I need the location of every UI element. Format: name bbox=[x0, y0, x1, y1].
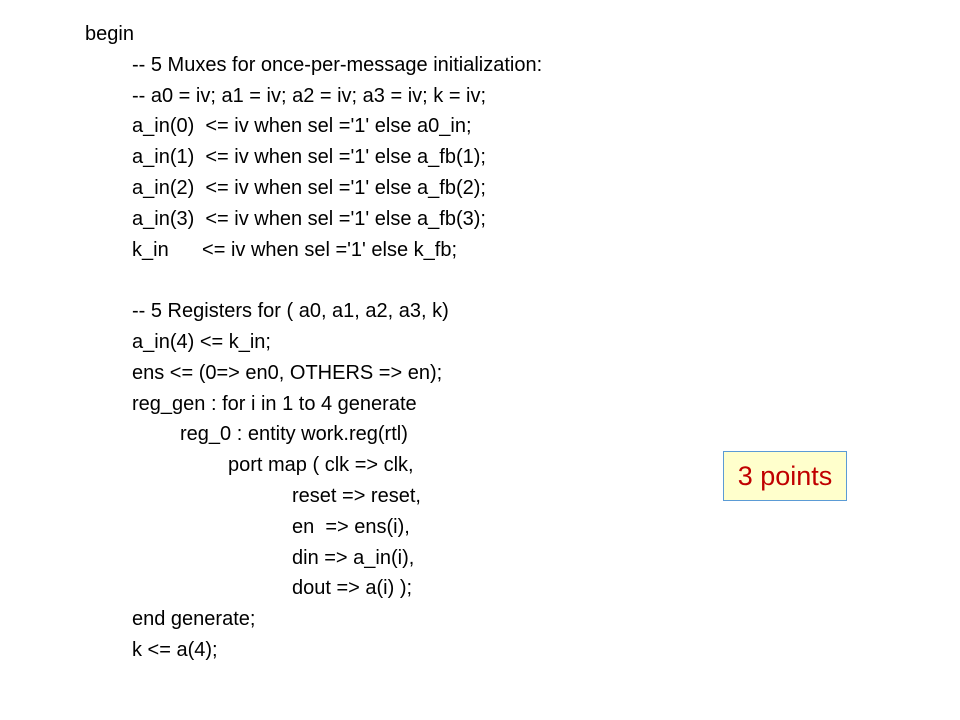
code-line: a_in(0) <= iv when sel ='1' else a0_in; bbox=[132, 115, 472, 138]
code-line: reset => reset, bbox=[292, 484, 421, 507]
points-badge bbox=[723, 451, 847, 501]
code-line: reg_gen : for i in 1 to 4 generate bbox=[132, 392, 417, 415]
code-line: a_in(4) <= k_in; bbox=[132, 330, 271, 353]
code-line: k <= a(4); bbox=[132, 638, 218, 661]
code-line: a_in(2) <= iv when sel ='1' else a_fb(2); bbox=[132, 176, 486, 199]
code-line: en => ens(i), bbox=[292, 515, 410, 538]
code-line: begin bbox=[85, 23, 134, 45]
code-line: din => a_in(i), bbox=[292, 546, 415, 569]
code-line: -- 5 Muxes for once-per-message initialization: bbox=[132, 53, 543, 76]
code-line: a_in(1) <= iv when sel ='1' else a_fb(1); bbox=[132, 146, 486, 169]
code-line: port map ( clk => clk, bbox=[228, 454, 414, 477]
code-line: -- 5 Registers for ( a0, a1, a2, a3, k) bbox=[132, 300, 449, 323]
code-line: ens <= (0=> en0, OTHERS => en); bbox=[132, 361, 443, 384]
code-line: k_in <= iv when sel ='1' else k_fb; bbox=[132, 238, 458, 261]
code-line bbox=[0, 265, 720, 296]
code-line: dout => a(i) ); bbox=[292, 577, 413, 600]
points-badge-label: 3 points bbox=[737, 460, 833, 491]
code-line: end generate; bbox=[132, 608, 256, 631]
code-line: -- a0 = iv; a1 = iv; a2 = iv; a3 = iv; k = iv; bbox=[132, 84, 487, 107]
code-line: reg_0 : entity work.reg(rtl) bbox=[180, 423, 408, 446]
code-listing bbox=[0, 19, 720, 666]
code-line: a_in(3) <= iv when sel ='1' else a_fb(3); bbox=[132, 207, 486, 230]
